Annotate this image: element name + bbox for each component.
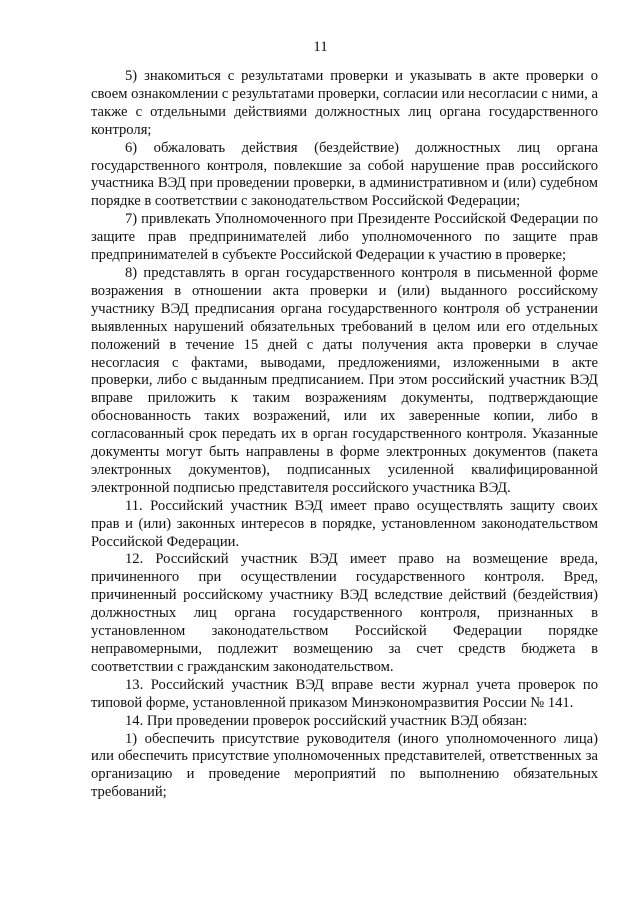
paragraph-item-7: 7) привлекать Уполномоченного при Президенте Российской Федерации по защите прав предпринимателей либо уполномоченного по защите прав предпринимателей в субъекте Российской Федерации к участию в проверке; <box>91 211 598 264</box>
paragraph-item-6: 6) обжаловать действия (бездействие) должностных лиц органа государственного контроля, повлекшие за собой нарушение прав российского участника ВЭД при проведении проверки, в административном и (или) судебном порядке в соответствии с законодательством Российской Федерации; <box>91 139 598 210</box>
page-number: 11 <box>313 39 328 55</box>
paragraph-section-11: 11. Российский участник ВЭД имеет право осуществлять защиту своих прав и (или) законных интересов в порядке, установленном законодательством Российской Федерации. <box>91 497 598 550</box>
paragraph-section-14-item-1: 1) обеспечить присутствие руководителя (иного уполномоченного лица) или обеспечить присутствие уполномоченных представителей, ответственных за организацию и проведение мероприятий по выполнению обязательных требований; <box>91 730 598 801</box>
paragraph-section-14: 14. При проведении проверок российский участник ВЭД обязан: <box>125 712 528 729</box>
paragraph-section-12: 12. Российский участник ВЭД имеет право на возмещение вреда, причиненного при осуществлении государственного контроля. Вред, причиненный российскому участнику ВЭД вследствие действий (бездействия) должностных лиц органа государственного контроля, признанных в установленном законодательством Российской Федерации порядке неправомерными, подлежит возмещению за счет средств бюджета в соответствии с гражданским законодательством. <box>91 551 598 675</box>
paragraph-item-8: 8) представлять в орган государственного контроля в письменной форме возражения в отношении акта проверки и (или) выданного российскому участнику ВЭД предписания органа государственного контроля об устранении выявленных нарушений обязательных требований в целом или его отдельных положений в течение 15 дней с даты получения акта проверки в случае несогласия с фактами, выводами, предложениями, изложенными в акте проверки, либо с выданным предписанием. При этом российский участник ВЭД вправе приложить к таким возражениям документы, подтверждающие обоснованность таких возражений, или их заверенные копии, либо в согласованный срок передать их в орган государственного контроля. Указанные документы могут быть направлены в форме электронных документов (пакета электронных документов), подписанных усиленной квалифицированной электронной подписью представителя российского участника ВЭД. <box>91 264 598 496</box>
paragraph-section-13: 13. Российский участник ВЭД вправе вести журнал учета проверок по типовой форме, установленной приказом Минэкономразвития России № 141. <box>91 676 598 711</box>
paragraph-item-5: 5) знакомиться с результатами проверки и указывать в акте проверки о своем ознакомлении с результатами проверки, согласии или несогласии с ними, а также с отдельными действиями должностных лиц органа государственного контроля; <box>91 68 598 138</box>
